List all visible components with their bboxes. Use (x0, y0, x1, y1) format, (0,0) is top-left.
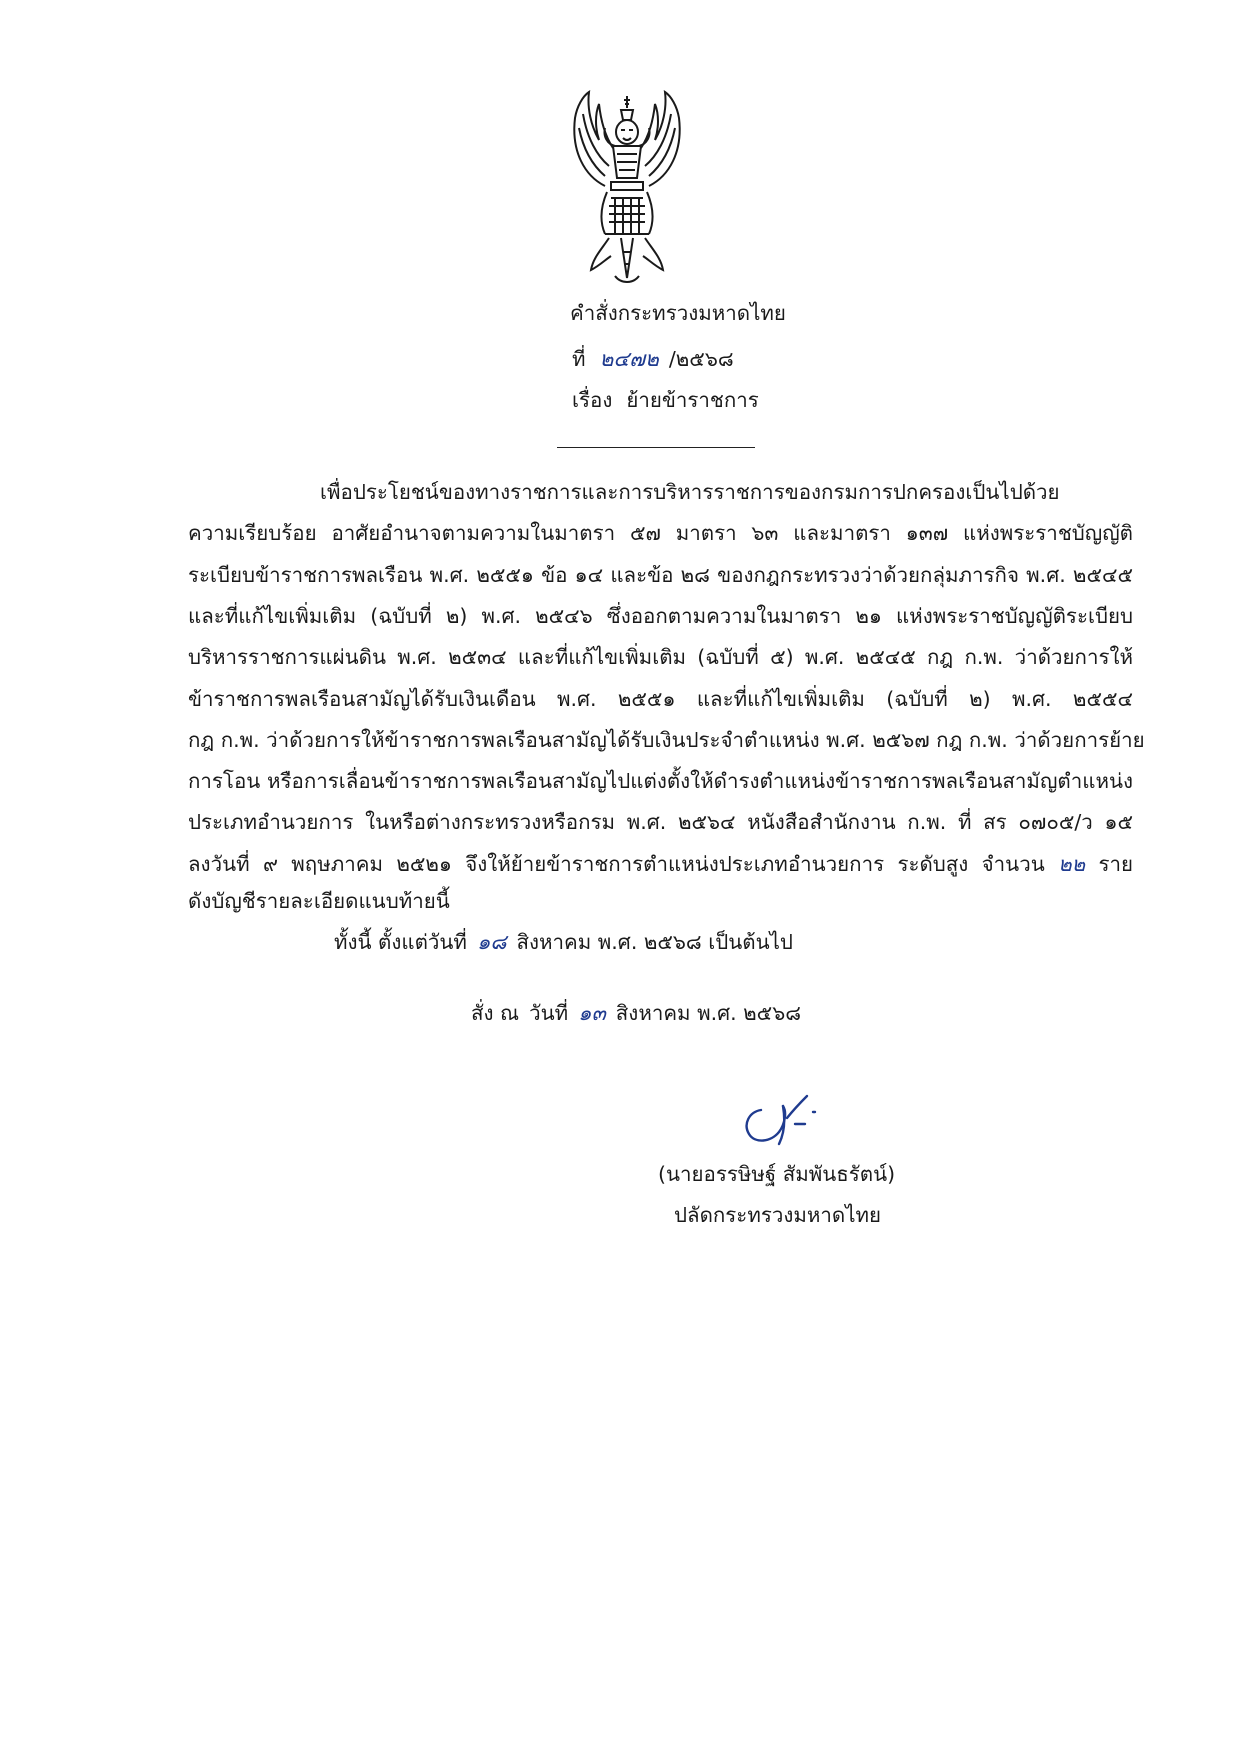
issued-prefix: สั่ง ณ (471, 1001, 520, 1025)
order-number (572, 345, 734, 373)
body-line: ข้าราชการพลเรือนสามัญได้รับเงินเดือน พ.ศ. ๒๕๕๑ และที่แก้ไขเพิ่มเติม (ฉบับที่ ๒) พ.ศ. ๒๕๕๔ (188, 687, 1133, 711)
order-subject (572, 386, 759, 414)
subject-label: เรื่อง (572, 388, 613, 412)
body-line: การโอน หรือการเลื่อนข้าราชการพลเรือนสามัญไปแต่งตั้งให้ดำรงตำแหน่งข้าราชการพลเรือนสามัญตำแหน่ง (188, 769, 1133, 793)
order-number-label: ที่ (572, 347, 586, 371)
issued-date (471, 999, 801, 1027)
subject-text: ย้ายข้าราชการ (626, 388, 759, 412)
signature-icon (735, 1088, 825, 1150)
effective-day-handwritten: ๑๘ (476, 930, 507, 954)
issued-month-year: สิงหาคม พ.ศ. ๒๕๖๘ (615, 1001, 802, 1025)
garuda-emblem-icon (565, 88, 689, 290)
effective-label: ทั้งนี้ ตั้งแต่วันที่ (334, 930, 467, 954)
issued-day-handwritten: ๑๓ (578, 1001, 606, 1025)
body-line: และที่แก้ไขเพิ่มเติม (ฉบับที่ ๒) พ.ศ. ๒๕๔๖ ซึ่งออกตามความในมาตรา ๒๑ แห่งพระราชบัญญัติระเบียบ (188, 604, 1133, 628)
signer-name: (นายอรรษิษฐ์ สัมพันธรัตน์) (658, 1162, 896, 1186)
body-line: ระเบียบข้าราชการพลเรือน พ.ศ. ๒๕๕๑ ข้อ ๑๔ และข้อ ๒๘ ของกฎกระทรวงว่าด้วยกลุ่มภารกิจ พ.ศ. ๒๕๔๕ (188, 563, 1133, 587)
body-line: เพื่อประโยชน์ของทางราชการและการบริหารราชการของกรมการปกครองเป็นไปด้วย (320, 480, 1060, 504)
body-line: บริหารราชการแผ่นดิน พ.ศ. ๒๕๓๔ และที่แก้ไขเพิ่มเติม (ฉบับที่ ๕) พ.ศ. ๒๕๔๕ กฎ ก.พ. ว่าด้วยการให้ (188, 645, 1133, 669)
body-line: ดังบัญชีรายละเอียดแนบท้ายนี้ (188, 889, 450, 913)
body-line-count (188, 850, 1133, 878)
body-line: ประเภทอำนวยการ ในหรือต่างกระทรวงหรือกรม พ.ศ. ๒๕๖๔ หนังสือสำนักงาน ก.พ. ที่ สร ๐๗๐๕/ว ๑๕ (188, 810, 1133, 834)
issued-label: วันที่ (529, 1001, 569, 1025)
signer-position: ปลัดกระทรวงมหาดไทย (674, 1203, 882, 1227)
body-line-10-text: ลงวันที่ ๙ พฤษภาคม ๒๕๒๑ จึงให้ย้ายข้าราชการตำแหน่งประเภทอำนวยการ ระดับสูง จำนวน (188, 852, 1045, 876)
effective-month-year: สิงหาคม พ.ศ. ๒๕๖๘ เป็นต้นไป (516, 930, 793, 954)
body-line: ความเรียบร้อย อาศัยอำนาจตามความในมาตรา ๕๗ มาตรา ๖๓ และมาตรา ๑๓๗ แห่งพระราชบัญญัติ (188, 521, 1133, 545)
order-title: คำสั่งกระทรวงมหาดไทย (570, 301, 786, 325)
transfer-count-handwritten: ๒๒ (1058, 852, 1086, 876)
effective-date (334, 928, 793, 956)
body-line-10-unit: ราย (1098, 852, 1133, 876)
title-divider (557, 447, 755, 448)
order-number-handwritten: ๒๔๗๒ (599, 347, 659, 371)
body-line: กฎ ก.พ. ว่าด้วยการให้ข้าราชการพลเรือนสามัญได้รับเงินประจำตำแหน่ง พ.ศ. ๒๕๖๗ กฎ ก.พ. ว่าด้วยการย้าย (188, 728, 1145, 752)
order-number-suffix: /๒๕๖๘ (668, 347, 734, 371)
